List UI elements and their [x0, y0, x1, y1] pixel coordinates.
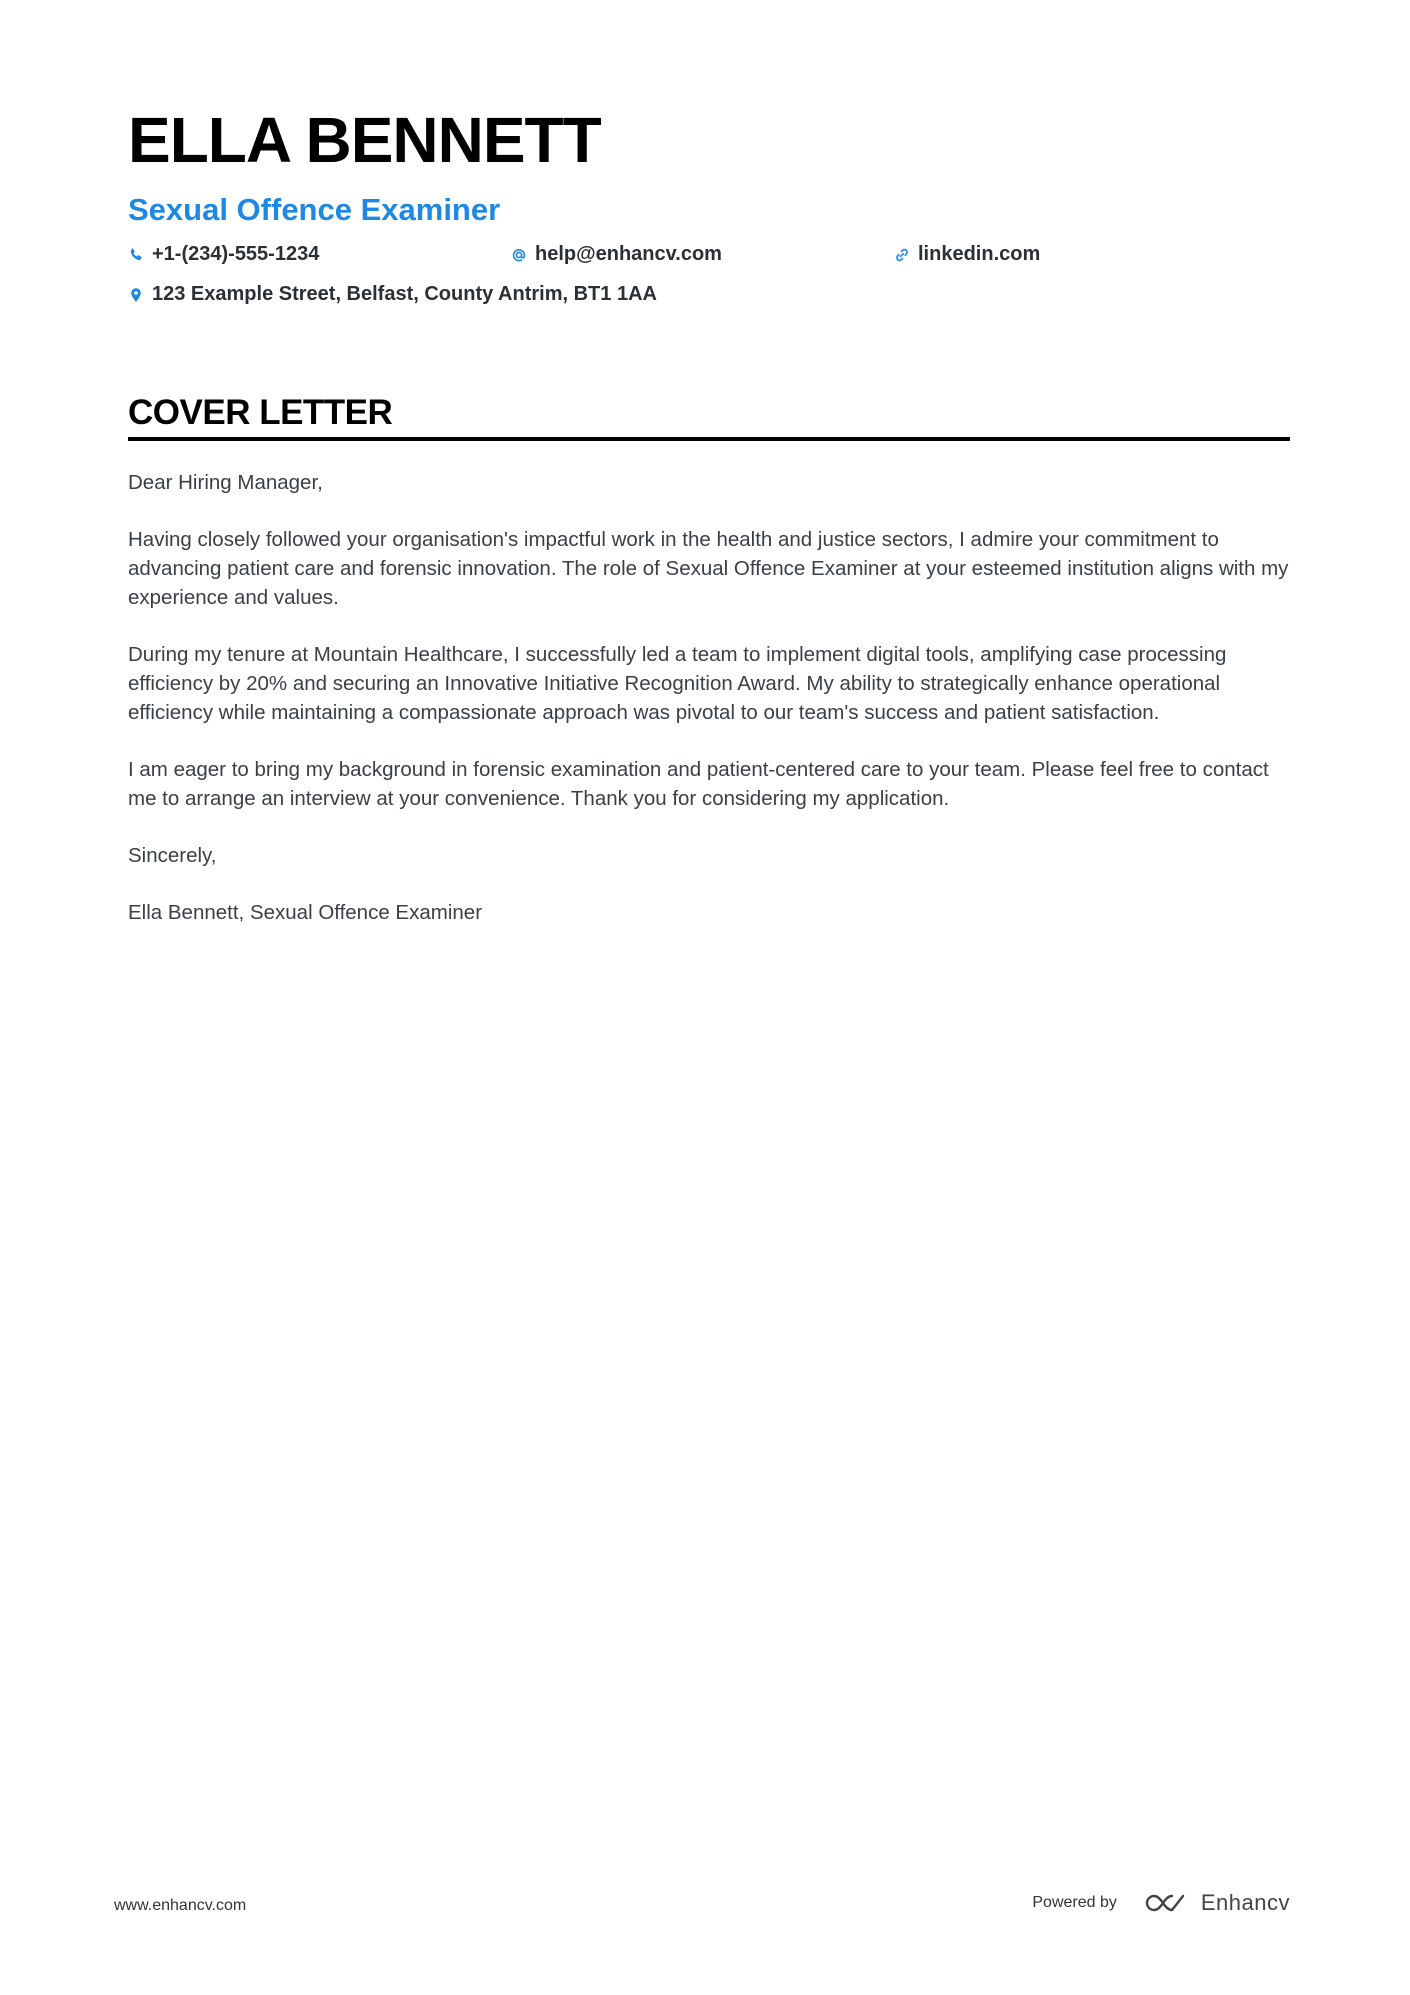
footer-branding[interactable] — [1032, 1890, 1290, 1916]
link-icon — [894, 247, 910, 263]
powered-by-label: Powered by — [1032, 1894, 1117, 1911]
address-text: 123 Example Street, Belfast, County Antrim, BT1 1AA — [152, 283, 657, 305]
contact-link[interactable] — [894, 243, 1040, 266]
section-divider — [128, 437, 1290, 441]
enhancv-logo-icon — [1143, 1890, 1189, 1916]
letter-paragraph: Having closely followed your organisation's impactful work in the health and justice sectors, I admire your commitment to advancing patient care and forensic innovation. The role of Sexual Offence Examiner at your esteemed institution aligns with my experience and values. — [128, 528, 1289, 609]
contact-address — [128, 283, 657, 306]
at-icon — [511, 247, 527, 263]
letter-body — [128, 468, 1290, 955]
letter-paragraph: During my tenure at Mountain Healthcare, I successfully led a team to implement digital tools, amplifying case processing efficiency by 20% and securing an Innovative Initiative Recognition Award. My ability to strategically enhance operational efficiency while maintaining a compassionate approach was pivotal to our team's success and patient satisfaction. — [128, 643, 1227, 724]
link-text: linkedin.com — [918, 243, 1041, 265]
salutation: Dear Hiring Manager, — [128, 471, 323, 494]
job-title: Sexual Offence Examiner — [128, 192, 501, 227]
email-text: help@enhancv.com — [535, 243, 722, 265]
section-title: COVER LETTER — [128, 393, 393, 432]
location-pin-icon — [128, 287, 144, 303]
phone-icon — [128, 247, 144, 263]
contact-email[interactable] — [511, 243, 722, 266]
signature: Ella Bennett, Sexual Offence Examiner — [128, 901, 483, 924]
phone-text: +1-(234)-555-1234 — [152, 243, 320, 265]
letter-paragraph: I am eager to bring my background in forensic examination and patient-centered care to your team. Please feel free to contact me to arrange an interview at your convenience. Thank you for considering my application. — [128, 758, 1269, 810]
footer-website[interactable]: www.enhancv.com — [114, 1897, 247, 1914]
brand-name: Enhancv — [1200, 1890, 1290, 1915]
candidate-name: ELLA BENNETT — [128, 104, 601, 176]
contact-phone[interactable] — [128, 243, 319, 266]
closing: Sincerely, — [128, 844, 217, 867]
